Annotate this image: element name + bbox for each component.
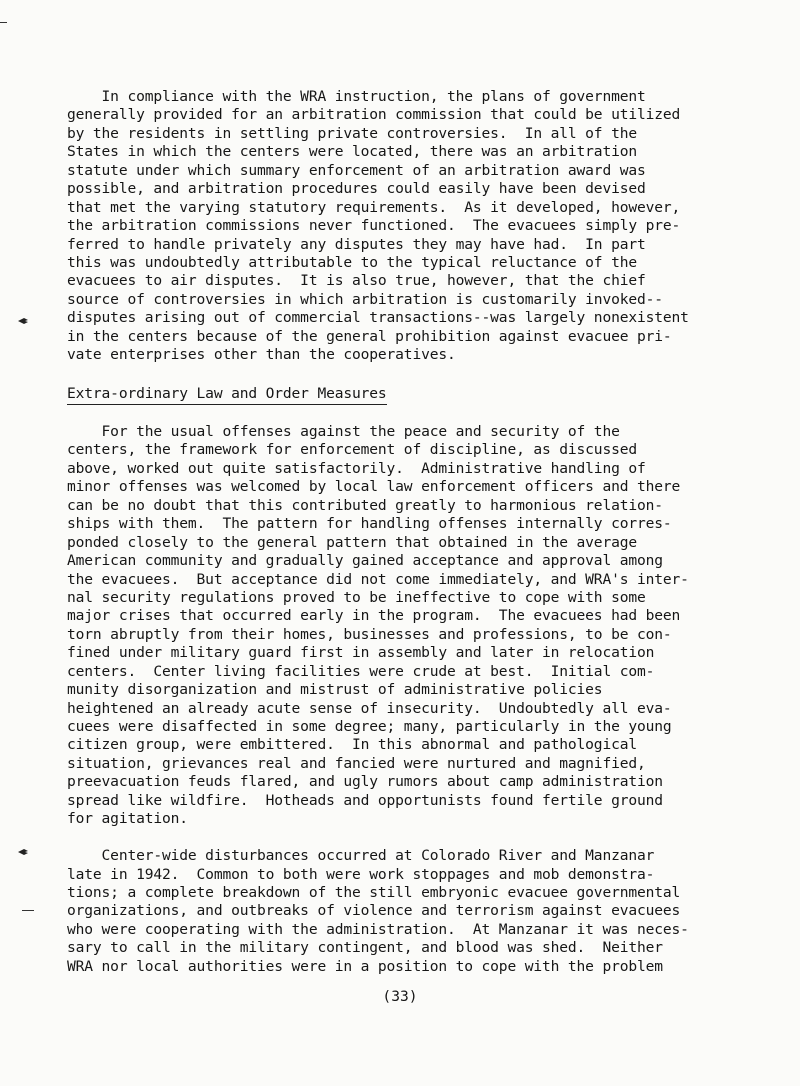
text-line: above, worked out quite satisfactorily. Administrative handling of bbox=[67, 459, 646, 477]
text-line: Center-wide disturbances occurred at Colorado River and Manzanar bbox=[67, 847, 655, 865]
text-line: torn abruptly from their homes, businesses and professions, to be con- bbox=[67, 625, 672, 643]
text-line: generally provided for an arbitration commission that could be utilized bbox=[67, 106, 681, 124]
margin-mark-2 bbox=[18, 849, 28, 855]
body-text bbox=[67, 88, 767, 976]
text-line: vate enterprises other than the cooperatives. bbox=[67, 346, 456, 364]
text-line: preevacuation feuds flared, and ugly rumors about camp administration bbox=[67, 773, 663, 791]
text-line: for agitation. bbox=[67, 810, 188, 828]
text-line: centers. Center living facilities were crude at best. Initial com- bbox=[67, 662, 655, 680]
text-line: by the residents in settling private controversies. In all of the bbox=[67, 124, 637, 142]
text-line: that met the varying statutory requirements. As it developed, however, bbox=[67, 198, 681, 216]
text-line: WRA nor local authorities were in a position to cope with the problem bbox=[67, 957, 663, 975]
margin-mark-1 bbox=[18, 318, 28, 324]
section-heading: Extra-ordinary Law and Order Measures bbox=[67, 385, 387, 404]
text-line: nal security regulations proved to be ineffective to cope with some bbox=[67, 588, 646, 606]
text-line: centers, the framework for enforcement of discipline, as discussed bbox=[67, 441, 637, 459]
paragraph-2 bbox=[67, 423, 767, 829]
text-line: ponded closely to the general pattern that obtained in the average bbox=[67, 533, 637, 551]
text-line: possible, and arbitration procedures could easily have been devised bbox=[67, 180, 646, 198]
text-line: In compliance with the WRA instruction, the plans of government bbox=[67, 88, 646, 105]
text-line: organizations, and outbreaks of violence and terrorism against evacuees bbox=[67, 902, 681, 920]
text-line: evacuees to air disputes. It is also true, however, that the chief bbox=[67, 272, 646, 290]
text-line: fined under military guard first in assembly and later in relocation bbox=[67, 644, 655, 662]
page-number: (33) bbox=[382, 988, 418, 1005]
text-line: States in which the centers were located, there was an arbitration bbox=[67, 143, 637, 161]
text-line: situation, grievances real and fancied were nurtured and magnified, bbox=[67, 754, 646, 772]
text-line: late in 1942. Common to both were work stoppages and mob demonstra- bbox=[67, 865, 655, 883]
text-line: American community and gradually gained acceptance and approval among bbox=[67, 552, 663, 570]
text-line: spread like wildfire. Hotheads and opportunists found fertile ground bbox=[67, 791, 663, 809]
text-line: the evacuees. But acceptance did not come immediately, and WRA's inter- bbox=[67, 570, 689, 588]
paragraph-3 bbox=[67, 847, 767, 976]
text-line: this was undoubtedly attributable to the typical reluctance of the bbox=[67, 253, 637, 271]
text-line: the arbitration commissions never functioned. The evacuees simply pre- bbox=[67, 217, 681, 235]
text-line: sary to call in the military contingent, and blood was shed. Neither bbox=[67, 939, 663, 957]
text-line: heightened an already acute sense of insecurity. Undoubtedly all eva- bbox=[67, 699, 672, 717]
text-line: disputes arising out of commercial transactions--was largely nonexistent bbox=[67, 309, 689, 327]
text-line: major crises that occurred early in the program. The evacuees had been bbox=[67, 607, 681, 625]
text-line: source of controversies in which arbitration is customarily invoked-- bbox=[67, 290, 663, 308]
text-line: citizen group, were embittered. In this abnormal and pathological bbox=[67, 736, 637, 754]
margin-tick-bottom bbox=[22, 910, 34, 911]
text-line: can be no doubt that this contributed greatly to harmonious relation- bbox=[67, 496, 663, 514]
text-line: who were cooperating with the administration. At Manzanar it was neces- bbox=[67, 920, 689, 938]
text-line: tions; a complete breakdown of the still embryonic evacuee governmental bbox=[67, 884, 681, 902]
paragraph-1 bbox=[67, 88, 767, 365]
text-line: in the centers because of the general prohibition against evacuee pri- bbox=[67, 327, 672, 345]
text-line: cuees were disaffected in some degree; many, particularly in the young bbox=[67, 718, 672, 736]
text-line: ships with them. The pattern for handling offenses internally corres- bbox=[67, 515, 672, 533]
text-line: minor offenses was welcomed by local law enforcement officers and there bbox=[67, 478, 681, 496]
text-line: munity disorganization and mistrust of administrative policies bbox=[67, 681, 603, 699]
section-heading-block bbox=[67, 383, 767, 404]
margin-tick-top bbox=[0, 22, 7, 23]
text-line: statute under which summary enforcement of an arbitration award was bbox=[67, 161, 646, 179]
text-line: ferred to handle privately any disputes they may have had. In part bbox=[67, 235, 646, 253]
text-line: For the usual offenses against the peace and security of the bbox=[67, 423, 620, 441]
